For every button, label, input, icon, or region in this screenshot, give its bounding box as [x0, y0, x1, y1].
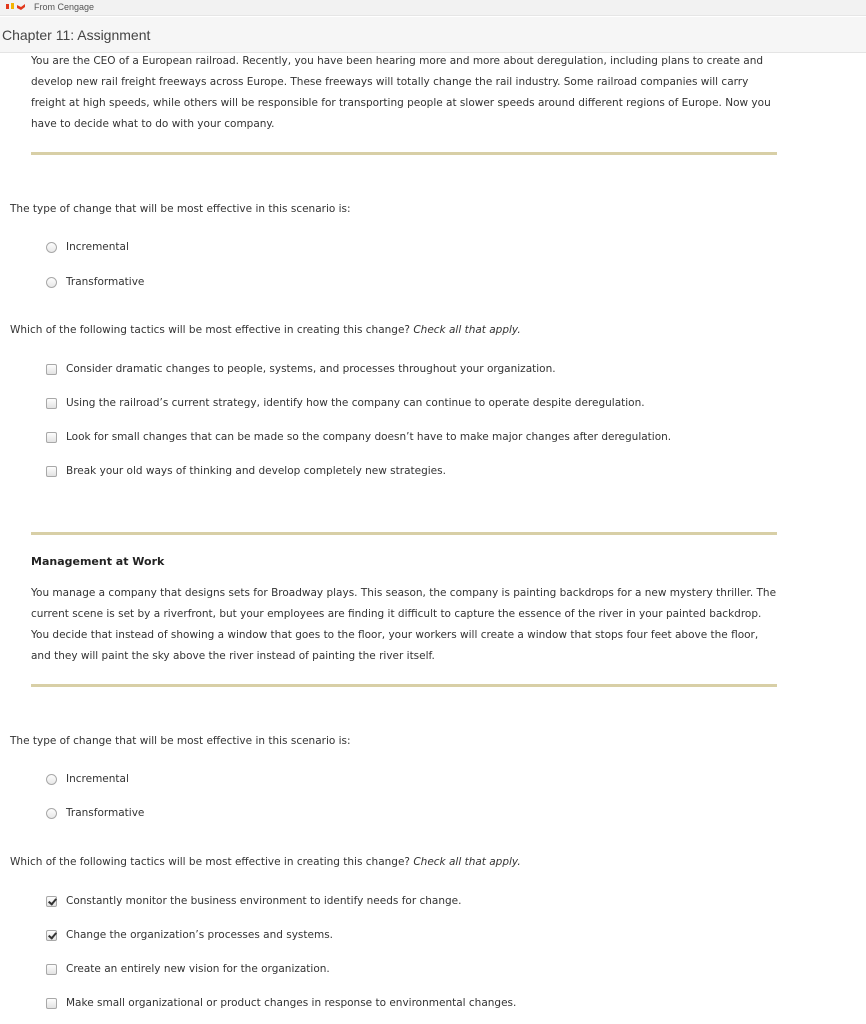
s2-q2-option-2[interactable] — [46, 927, 333, 943]
scenario-1-text: You are the CEO of a European railroad. Recently, you have been hearing more and more about deregulation, including plans to create and develop new rail freight freeways across Europe. These freeways will totally change the rail industry. Some railroad companies will carry freight at high speeds, while others will be responsible for transporting people at slower speeds around different regions of Europe. Now you have to decide what to do with your company. — [31, 55, 771, 130]
radio-button[interactable] — [46, 774, 57, 785]
radio-button[interactable] — [46, 808, 57, 819]
option-label: Transformative — [66, 807, 145, 819]
s1-q2-option-3[interactable] — [46, 429, 671, 445]
checkbox[interactable] — [46, 364, 57, 375]
title-bar — [0, 17, 866, 53]
option-label: Break your old ways of thinking and develop completely new strategies. — [66, 465, 446, 477]
s1-q1-option-transformative[interactable] — [46, 274, 144, 290]
question-hint: Check all that apply. — [413, 856, 521, 868]
checkbox[interactable] — [46, 998, 57, 1009]
s1-question-1: The type of change that will be most effective in this scenario is: — [10, 203, 351, 215]
separator — [31, 532, 777, 535]
option-label: Constantly monitor the business environment to identify needs for change. — [66, 895, 462, 907]
s2-q1-option-incremental[interactable] — [46, 771, 129, 787]
option-label: Using the railroad’s current strategy, identify how the company can continue to operate despite deregulation. — [66, 397, 645, 409]
option-label: Create an entirely new vision for the organization. — [66, 963, 330, 975]
question-prompt: Which of the following tactics will be most effective in creating this change? — [10, 856, 410, 868]
page-title: Chapter 11: Assignment — [2, 27, 151, 43]
checkbox[interactable] — [46, 964, 57, 975]
checkbox[interactable] — [46, 398, 57, 409]
checkbox[interactable] — [46, 466, 57, 477]
brand-label: From Cengage — [34, 2, 95, 12]
checkbox[interactable] — [46, 896, 57, 907]
s1-q1-option-incremental[interactable] — [46, 239, 129, 255]
question-hint: Check all that apply. — [413, 324, 521, 336]
radio-button[interactable] — [46, 277, 57, 288]
s2-question-1: The type of change that will be most effective in this scenario is: — [10, 735, 351, 747]
question-prompt: Which of the following tactics will be most effective in creating this change? — [10, 324, 410, 336]
checkbox[interactable] — [46, 930, 57, 941]
checkbox[interactable] — [46, 432, 57, 443]
option-label: Look for small changes that can be made so the company doesn’t have to make major changes after deregulation. — [66, 431, 672, 443]
option-label: Incremental — [66, 241, 129, 253]
option-label: Change the organization’s processes and systems. — [66, 929, 334, 941]
s2-q1-option-transformative[interactable] — [46, 805, 144, 821]
section-heading: Management at Work — [31, 555, 165, 568]
top-bar — [0, 0, 866, 16]
s1-q2-option-4[interactable] — [46, 463, 446, 479]
s2-question-2 — [10, 856, 521, 868]
option-label: Make small organizational or product changes in response to environmental changes. — [66, 997, 517, 1009]
radio-button[interactable] — [46, 242, 57, 253]
option-label: Consider dramatic changes to people, systems, and processes throughout your organization. — [66, 363, 556, 375]
option-label: Incremental — [66, 773, 129, 785]
s2-q2-option-3[interactable] — [46, 961, 330, 977]
s1-q2-option-2[interactable] — [46, 395, 645, 411]
separator — [31, 152, 777, 155]
option-label: Transformative — [66, 276, 145, 288]
cengage-logo-icon — [6, 3, 26, 11]
s2-q2-option-4[interactable] — [46, 995, 516, 1011]
scenario-2-text: You manage a company that designs sets for Broadway plays. This season, the company is painting backdrops for a new mystery thriller. The current scene is set by a riverfront, but your employees are finding it difficult to capture the essence of the river in your painted backdrop. You decide that instead of showing a window that goes to the floor, your workers will create a window that stops four feet above the floor, and they will paint the sky above the river instead of painting the river itself. — [31, 587, 777, 662]
s1-q2-option-1[interactable] — [46, 361, 556, 377]
s2-q2-option-1[interactable] — [46, 893, 461, 909]
separator — [31, 684, 777, 687]
s1-question-2 — [10, 324, 521, 336]
